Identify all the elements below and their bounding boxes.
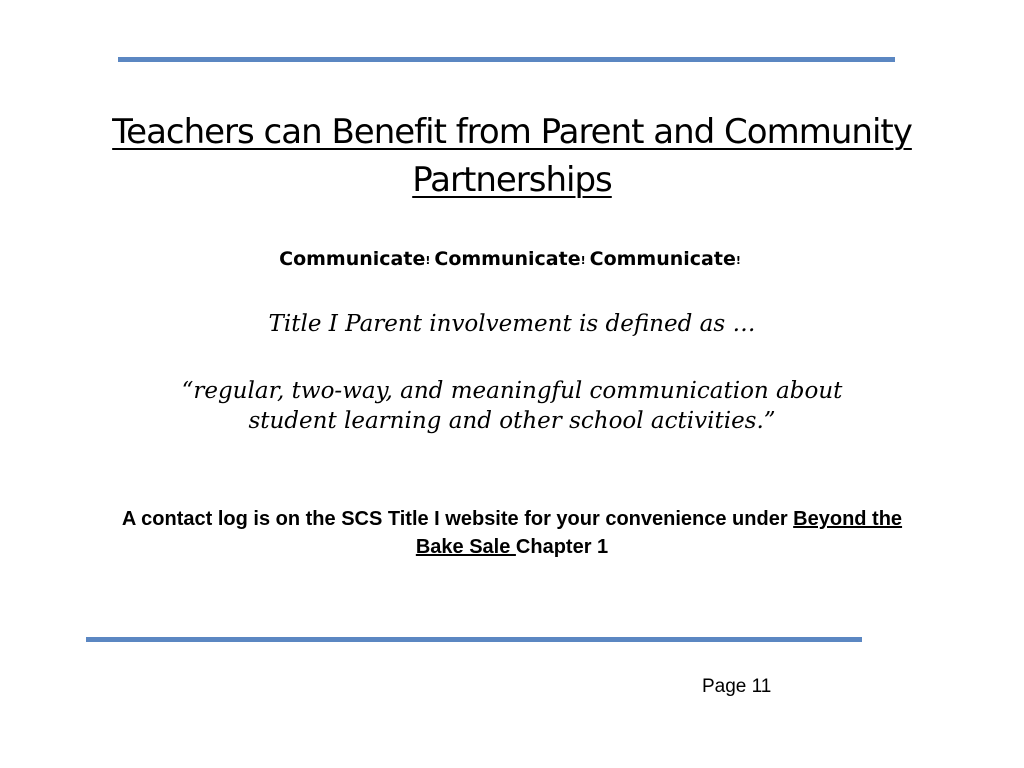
definition-quote: “regular, two-way, and meaningful communication about student learning and other school activities.”	[181, 378, 843, 434]
contact-log-note	[110, 505, 914, 561]
top-divider	[118, 57, 895, 62]
communicate-mark-3: !	[735, 254, 741, 267]
book-title: Beyond the Bake Sale	[415, 508, 903, 558]
contact-log-suffix: Chapter 1	[515, 536, 609, 558]
communicate-line	[110, 246, 914, 274]
communicate-word-2: Communicate	[434, 248, 581, 270]
slide-title	[110, 108, 914, 204]
slide-title-text: Teachers can Benefit from Parent and Community Partnerships	[112, 112, 912, 200]
page-number: Page 11	[702, 676, 772, 697]
contact-log-prefix: A contact log is on the SCS Title I website for your convenience under	[121, 508, 794, 530]
communicate-mark-1: !	[425, 254, 431, 267]
communicate-word-3: Communicate	[589, 248, 736, 270]
communicate-mark-2: !	[580, 254, 586, 267]
definition-intro: Title I Parent involvement is defined as …	[268, 311, 756, 337]
bottom-divider	[86, 637, 862, 642]
communicate-word-1: Communicate	[279, 248, 426, 270]
